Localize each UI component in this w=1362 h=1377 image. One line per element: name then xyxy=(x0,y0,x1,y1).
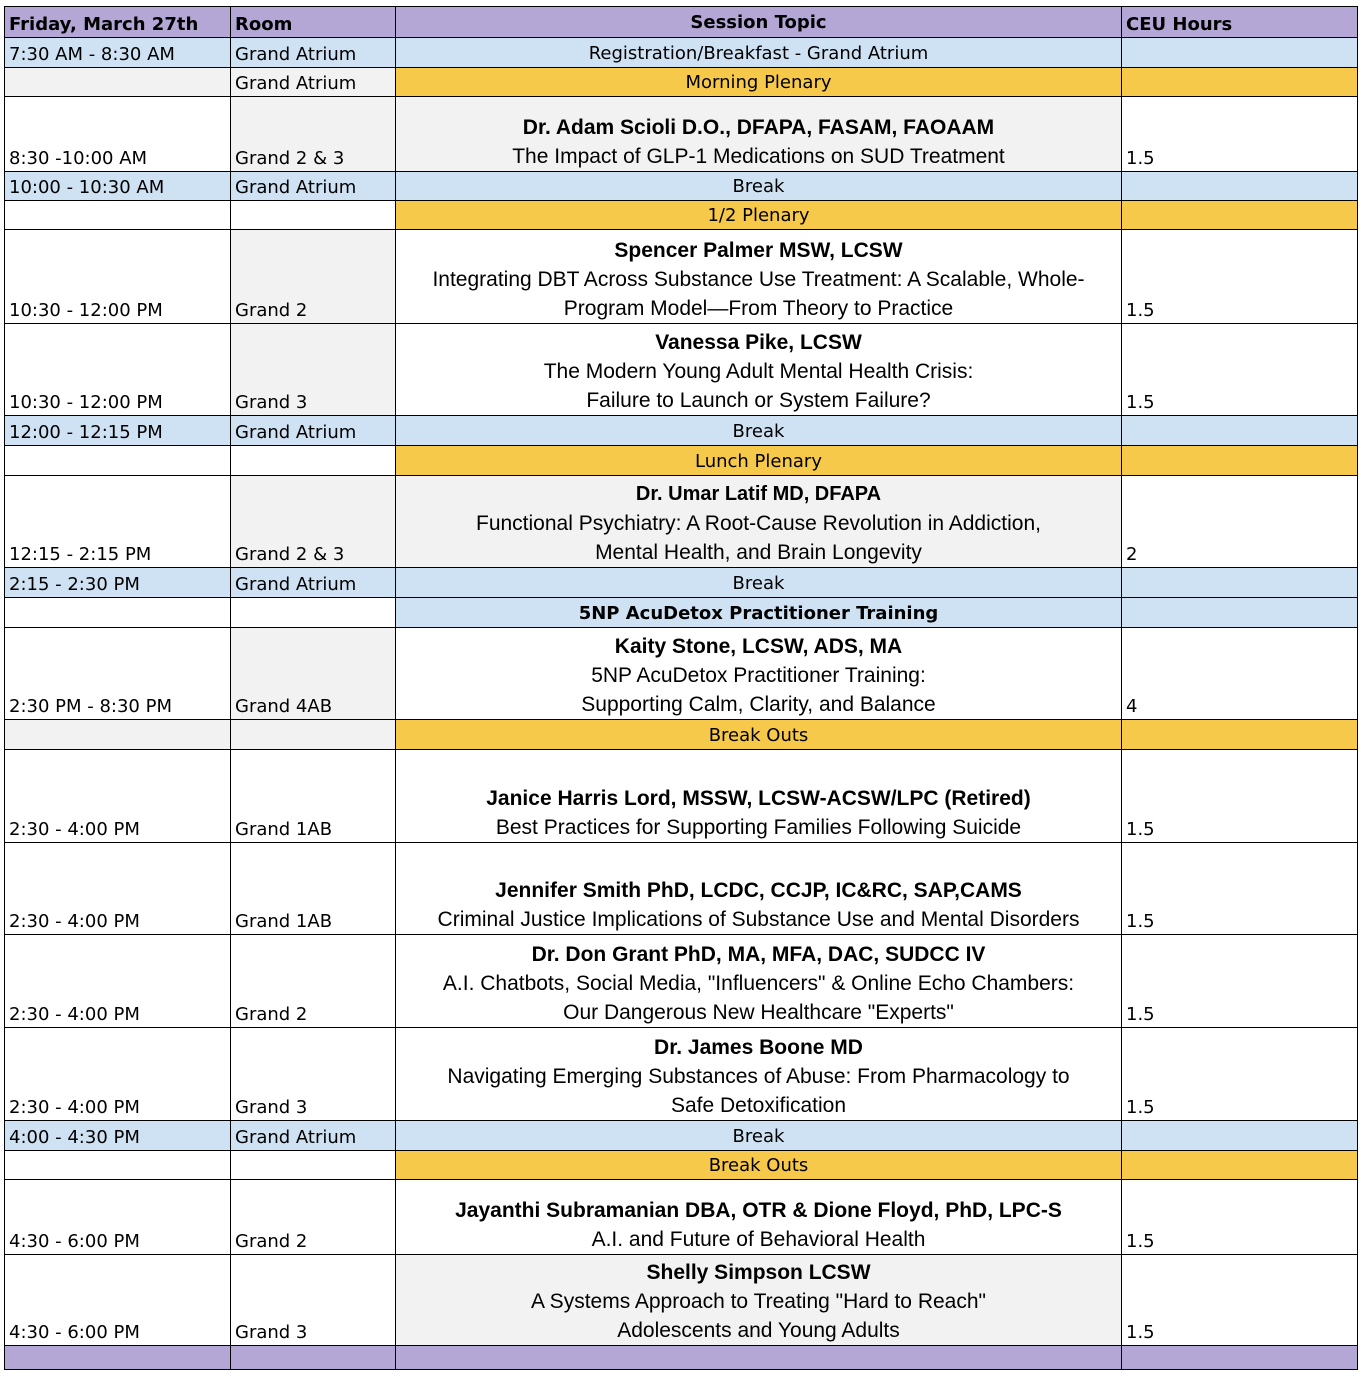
speaker-name: Dr. Adam Scioli D.O., DFAPA, FASAM, FAOAAM xyxy=(522,116,995,139)
time-cell xyxy=(5,446,231,476)
section-row xyxy=(5,598,1358,628)
time-cell: 2:30 - 4:00 PM xyxy=(5,1028,231,1121)
session-row xyxy=(5,1028,1358,1121)
break-row xyxy=(5,172,1358,201)
ceu-cell xyxy=(1122,446,1358,476)
session-title-line: 5NP AcuDetox Practitioner Training: xyxy=(591,664,926,687)
ceu-cell xyxy=(1122,598,1358,628)
session-row xyxy=(5,97,1358,172)
session-row xyxy=(5,935,1358,1028)
room-cell: Grand 1AB xyxy=(231,843,396,935)
room-cell: Grand 3 xyxy=(231,1255,396,1346)
ceu-cell xyxy=(1122,568,1358,598)
room-cell: Grand 1AB xyxy=(231,750,396,843)
time-cell xyxy=(5,720,231,750)
session-cell xyxy=(396,476,1122,568)
ceu-cell: 1.5 xyxy=(1122,935,1358,1028)
speaker-name: Dr. Umar Latif MD, DFAPA xyxy=(635,483,882,505)
room-cell: Grand Atrium xyxy=(231,416,396,446)
ceu-cell xyxy=(1122,38,1358,68)
time-cell xyxy=(5,1151,231,1180)
session-title-line: Mental Health, and Brain Longevity xyxy=(595,541,922,564)
section-title: Break Outs xyxy=(396,1151,1122,1180)
ceu-cell: 2 xyxy=(1122,476,1358,568)
footer-cell xyxy=(5,1346,231,1370)
ceu-cell xyxy=(1122,1121,1358,1151)
time-cell: 4:30 - 6:00 PM xyxy=(5,1255,231,1346)
session-cell xyxy=(396,750,1122,843)
session-title-line: A.I. Chatbots, Social Media, "Influencers" & Online Echo Chambers: xyxy=(442,972,1075,995)
session-row xyxy=(5,324,1358,416)
time-cell: 7:30 AM - 8:30 AM xyxy=(5,38,231,68)
header-row xyxy=(5,7,1358,38)
ceu-cell: 1.5 xyxy=(1122,97,1358,172)
time-cell: 12:00 - 12:15 PM xyxy=(5,416,231,446)
room-cell: Grand Atrium xyxy=(231,68,396,97)
section-title: Lunch Plenary xyxy=(396,446,1122,476)
ceu-cell: 4 xyxy=(1122,628,1358,720)
time-cell: 10:30 - 12:00 PM xyxy=(5,324,231,416)
section-title: Morning Plenary xyxy=(396,68,1122,97)
header-room: Room xyxy=(231,7,396,38)
session-row xyxy=(5,1255,1358,1346)
room-cell xyxy=(231,446,396,476)
session-title-line: A Systems Approach to Treating "Hard to Reach" xyxy=(531,1290,986,1313)
time-cell: 2:30 PM - 8:30 PM xyxy=(5,628,231,720)
ceu-cell: 1.5 xyxy=(1122,750,1358,843)
session-row xyxy=(5,843,1358,935)
break-row xyxy=(5,1121,1358,1151)
ceu-cell: 1.5 xyxy=(1122,324,1358,416)
session-cell xyxy=(396,324,1122,416)
section-row xyxy=(5,201,1358,230)
session-title-line: Program Model—From Theory to Practice xyxy=(563,297,954,320)
room-cell: Grand Atrium xyxy=(231,1121,396,1151)
section-row xyxy=(5,68,1358,97)
ceu-cell xyxy=(1122,1151,1358,1180)
header-ceu: CEU Hours xyxy=(1122,7,1358,38)
section-title: 1/2 Plenary xyxy=(396,201,1122,230)
session-cell xyxy=(396,230,1122,324)
footer-cell xyxy=(1122,1346,1358,1370)
time-cell xyxy=(5,68,231,97)
time-cell: 2:15 - 2:30 PM xyxy=(5,568,231,598)
footer-cell xyxy=(396,1346,1122,1370)
session-cell xyxy=(396,935,1122,1028)
room-cell: Grand 2 & 3 xyxy=(231,97,396,172)
time-cell: 12:15 - 2:15 PM xyxy=(5,476,231,568)
schedule-table xyxy=(4,6,1358,1370)
section-row xyxy=(5,1151,1358,1180)
time-cell xyxy=(5,201,231,230)
time-cell: 2:30 - 4:00 PM xyxy=(5,750,231,843)
session-title-line: Integrating DBT Across Substance Use Treatment: A Scalable, Whole- xyxy=(432,268,1085,291)
session-cell xyxy=(396,1028,1122,1121)
speaker-name: Jennifer Smith PhD, LCDC, CCJP, IC&RC, SAP,CAMS xyxy=(495,879,1022,902)
footer-cell xyxy=(231,1346,396,1370)
ceu-cell: 1.5 xyxy=(1122,1180,1358,1255)
session-title-line: Safe Detoxification xyxy=(670,1094,847,1117)
session-title-line: Functional Psychiatry: A Root-Cause Revolution in Addiction, xyxy=(476,512,1041,535)
session-title-line: Criminal Justice Implications of Substance Use and Mental Disorders xyxy=(437,908,1080,931)
ceu-cell: 1.5 xyxy=(1122,1028,1358,1121)
session-title-line: Best Practices for Supporting Families Following Suicide xyxy=(495,816,1022,839)
ceu-cell: 1.5 xyxy=(1122,843,1358,935)
session-cell xyxy=(396,843,1122,935)
footer-row xyxy=(5,1346,1358,1370)
session-title-line: The Modern Young Adult Mental Health Crisis: xyxy=(543,360,974,383)
speaker-name: Dr. James Boone MD xyxy=(654,1036,863,1059)
session-title-line: Supporting Calm, Clarity, and Balance xyxy=(581,693,936,716)
room-cell: Grand 4AB xyxy=(231,628,396,720)
session-title-line: A.I. and Future of Behavioral Health xyxy=(591,1228,926,1251)
ceu-cell xyxy=(1122,68,1358,97)
session-cell xyxy=(396,97,1122,172)
topic-cell: Break xyxy=(396,568,1122,598)
room-cell: Grand Atrium xyxy=(231,568,396,598)
break-row xyxy=(5,416,1358,446)
time-cell xyxy=(5,598,231,628)
section-row xyxy=(5,446,1358,476)
break-row xyxy=(5,38,1358,68)
session-cell xyxy=(396,628,1122,720)
ceu-cell xyxy=(1122,201,1358,230)
session-cell xyxy=(396,1255,1122,1346)
session-title-line: Navigating Emerging Substances of Abuse: From Pharmacology to xyxy=(447,1065,1070,1088)
ceu-cell xyxy=(1122,720,1358,750)
room-cell: Grand 2 xyxy=(231,230,396,324)
section-title: Break Outs xyxy=(396,720,1122,750)
speaker-name: Jayanthi Subramanian DBA, OTR & Dione Floyd, PhD, LPC-S xyxy=(455,1199,1062,1222)
ceu-cell: 1.5 xyxy=(1122,1255,1358,1346)
topic-cell: Break xyxy=(396,416,1122,446)
time-cell: 2:30 - 4:00 PM xyxy=(5,843,231,935)
time-cell: 2:30 - 4:00 PM xyxy=(5,935,231,1028)
room-cell: Grand 2 xyxy=(231,1180,396,1255)
room-cell xyxy=(231,720,396,750)
topic-cell: Break xyxy=(396,172,1122,201)
room-cell: Grand 3 xyxy=(231,1028,396,1121)
session-row xyxy=(5,476,1358,568)
room-cell: Grand 2 xyxy=(231,935,396,1028)
speaker-name: Vanessa Pike, LCSW xyxy=(655,331,862,354)
ceu-cell xyxy=(1122,416,1358,446)
session-cell xyxy=(396,1180,1122,1255)
ceu-cell: 1.5 xyxy=(1122,230,1358,324)
speaker-name: Spencer Palmer MSW, LCSW xyxy=(614,239,903,262)
speaker-name: Shelly Simpson LCSW xyxy=(646,1261,871,1284)
time-cell: 10:30 - 12:00 PM xyxy=(5,230,231,324)
session-row xyxy=(5,230,1358,324)
room-cell xyxy=(231,1151,396,1180)
time-cell: 10:00 - 10:30 AM xyxy=(5,172,231,201)
session-row xyxy=(5,628,1358,720)
room-cell: Grand 2 & 3 xyxy=(231,476,396,568)
speaker-name: Dr. Don Grant PhD, MA, MFA, DAC, SUDCC IV xyxy=(531,943,986,966)
topic-cell: Registration/Breakfast - Grand Atrium xyxy=(396,38,1122,68)
session-row xyxy=(5,1180,1358,1255)
section-title: 5NP AcuDetox Practitioner Training xyxy=(396,598,1122,628)
room-cell xyxy=(231,201,396,230)
topic-cell: Break xyxy=(396,1121,1122,1151)
header-time: Friday, March 27th xyxy=(5,7,231,38)
room-cell: Grand Atrium xyxy=(231,38,396,68)
section-row xyxy=(5,720,1358,750)
room-cell: Grand 3 xyxy=(231,324,396,416)
speaker-name: Kaity Stone, LCSW, ADS, MA xyxy=(614,635,903,658)
time-cell: 4:30 - 6:00 PM xyxy=(5,1180,231,1255)
session-title-line: Failure to Launch or System Failure? xyxy=(586,389,931,412)
time-cell: 4:00 - 4:30 PM xyxy=(5,1121,231,1151)
session-row xyxy=(5,750,1358,843)
session-title-line: The Impact of GLP-1 Medications on SUD Treatment xyxy=(512,145,1005,168)
speaker-name: Janice Harris Lord, MSSW, LCSW-ACSW/LPC (Retired) xyxy=(486,787,1031,810)
session-title-line: Our Dangerous New Healthcare "Experts" xyxy=(563,1001,954,1024)
break-row xyxy=(5,568,1358,598)
header-topic: Session Topic xyxy=(396,7,1122,38)
ceu-cell xyxy=(1122,172,1358,201)
time-cell: 8:30 -10:00 AM xyxy=(5,97,231,172)
room-cell: Grand Atrium xyxy=(231,172,396,201)
session-title-line: Adolescents and Young Adults xyxy=(617,1319,900,1342)
room-cell xyxy=(231,598,396,628)
